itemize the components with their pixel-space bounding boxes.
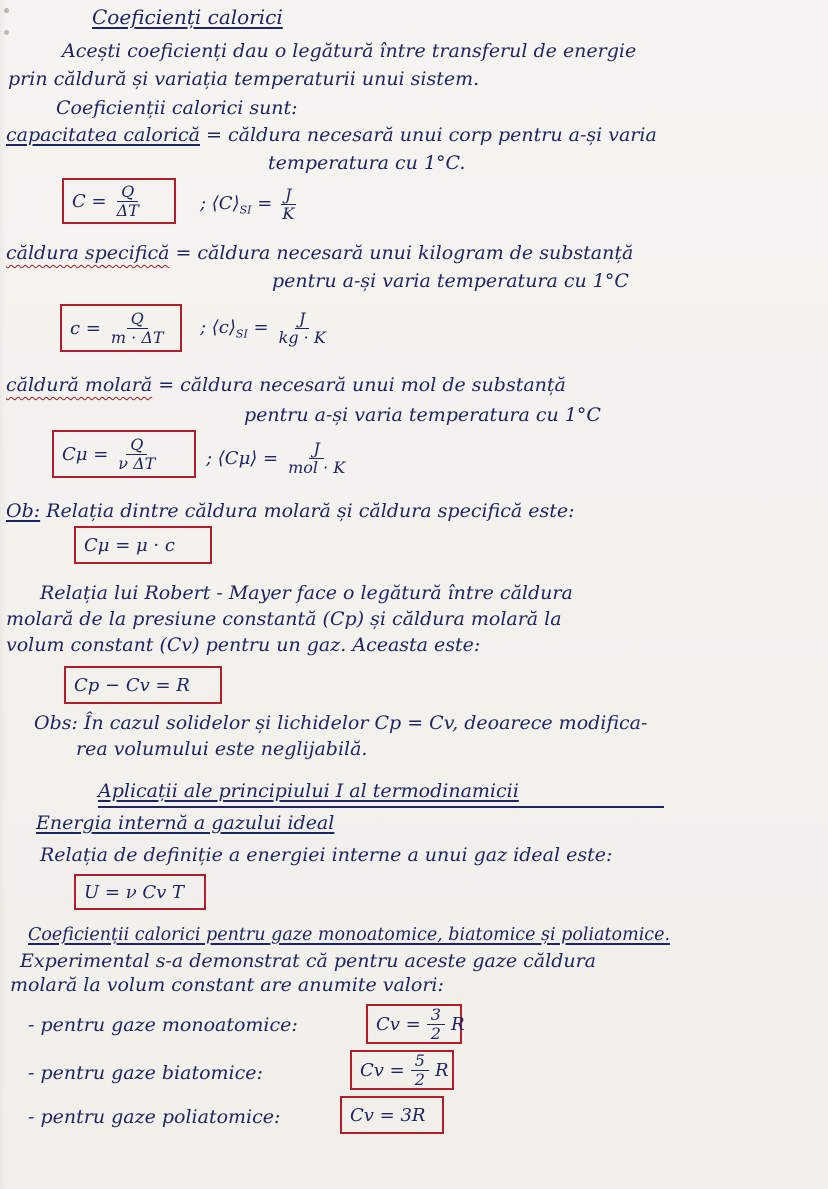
obs-relation-text: Relația dintre căldura molară și căldura specifică este: bbox=[40, 500, 575, 522]
monoatomic-formula-box bbox=[366, 1004, 465, 1044]
molar-formula-box bbox=[52, 430, 196, 478]
monoatomic-den: 2 bbox=[430, 1023, 441, 1043]
specific-term: căldura specifică bbox=[6, 242, 170, 264]
molar-definition bbox=[6, 374, 566, 396]
molar-num: Q bbox=[126, 436, 147, 455]
specific-def-1: = căldura necesară unui kilogram de substanță bbox=[169, 242, 634, 264]
obs-solids-line-1: Obs: În cazul solidelor și lichidelor Cp = Cv, deoarece modifica- bbox=[34, 712, 648, 734]
specific-den: m · ΔT bbox=[110, 327, 164, 347]
internal-energy-definition: Relația de definiție a energiei interne a unui gaz ideal este: bbox=[40, 844, 613, 866]
specific-fraction bbox=[107, 310, 168, 347]
applications-title-rule bbox=[98, 806, 664, 808]
gas-coefficients-title: Coeficienții calorici pentru gaze monoatomice, biatomice și poliatomice. bbox=[28, 925, 671, 945]
diatomic-num: 5 bbox=[411, 1052, 429, 1071]
diatomic-post: R bbox=[434, 1059, 449, 1081]
capacity-num: Q bbox=[117, 183, 138, 202]
specific-unit-eq: = bbox=[247, 316, 269, 338]
specific-unit bbox=[200, 310, 330, 347]
applications-title: Aplicații ale principiului I al termodinamicii bbox=[98, 780, 519, 802]
molar-def-2: pentru a-și varia temperatura cu 1°C bbox=[244, 404, 601, 426]
mayer-line-1: Relația lui Robert - Mayer face o legătură între căldura bbox=[40, 582, 573, 604]
specific-unit-sub: SI bbox=[235, 327, 248, 341]
monoatomic-num: 3 bbox=[427, 1006, 445, 1025]
intro-line-3: Coeficienții calorici sunt: bbox=[56, 97, 298, 119]
molar-specific-formula-box: Cμ = μ · c bbox=[74, 526, 212, 564]
monoatomic-post: R bbox=[450, 1013, 465, 1035]
molar-unit-left: ; ⟨Cμ⟩ = bbox=[206, 448, 279, 469]
specific-definition bbox=[6, 242, 633, 264]
capacity-definition bbox=[6, 124, 657, 146]
intro-line-2: prin căldură și variația temperaturii unui sistem. bbox=[8, 68, 480, 90]
capacity-unit-den: K bbox=[282, 204, 295, 223]
obs-relation bbox=[6, 500, 575, 522]
monoatomic-pre: Cv = bbox=[376, 1013, 421, 1035]
obs-solids-line-2: rea volumului este neglijabilă. bbox=[76, 738, 368, 760]
internal-energy-subtitle: Energia internă a gazului ideal bbox=[36, 812, 335, 834]
specific-unit-left: ; ⟨c⟩ bbox=[200, 316, 236, 338]
capacity-def-2: temperatura cu 1°C. bbox=[268, 152, 466, 174]
obs-prefix: Ob: bbox=[6, 500, 41, 522]
molar-formula-left: Cμ = bbox=[62, 443, 109, 465]
capacity-formula-left: C = bbox=[72, 190, 107, 212]
monoatomic-label: - pentru gaze monoatomice: bbox=[28, 1014, 298, 1036]
specific-formula-box bbox=[60, 304, 182, 352]
molar-fraction bbox=[114, 436, 159, 473]
polyatomic-formula-box: Cv = 3R bbox=[340, 1096, 444, 1134]
mayer-formula-box: Cp − Cv = R bbox=[64, 666, 222, 704]
mayer-line-2: molară de la presiune constantă (Cp) și căldura molară la bbox=[6, 608, 562, 630]
specific-def-2: pentru a-și varia temperatura cu 1°C bbox=[272, 270, 629, 292]
molar-def-1: = căldura necesară unui mol de substanță bbox=[152, 374, 566, 396]
capacity-term: capacitatea calorică bbox=[6, 124, 200, 146]
internal-energy-formula-box: U = ν Cv T bbox=[74, 874, 206, 910]
diatomic-pre: Cv = bbox=[360, 1059, 405, 1081]
page-title: Coeficienți calorici bbox=[92, 5, 283, 29]
capacity-unit bbox=[200, 186, 298, 223]
diatomic-label: - pentru gaze biatomice: bbox=[28, 1062, 263, 1084]
capacity-den: ΔT bbox=[116, 200, 139, 220]
diatomic-den: 2 bbox=[414, 1069, 425, 1089]
capacity-unit-left: ; ⟨C⟩ bbox=[200, 192, 240, 214]
specific-formula-left: c = bbox=[70, 317, 101, 339]
binding-hole bbox=[4, 30, 9, 35]
molar-unit-fraction bbox=[284, 440, 349, 477]
gas-coefficients-line-2: molară la volum constant are anumite valori: bbox=[10, 974, 444, 996]
molar-unit bbox=[206, 440, 349, 477]
diatomic-fraction bbox=[411, 1052, 429, 1089]
capacity-formula-box bbox=[62, 178, 176, 224]
molar-unit-den: mol · K bbox=[288, 458, 346, 477]
intro-line-1: Acești coeficienți dau o legătură între transferul de energie bbox=[62, 40, 637, 62]
molar-den: ν ΔT bbox=[118, 453, 156, 473]
capacity-unit-eq: = bbox=[251, 192, 273, 214]
binding-hole bbox=[4, 8, 9, 13]
capacity-unit-num: J bbox=[281, 186, 295, 205]
diatomic-formula-box bbox=[350, 1050, 454, 1090]
mayer-line-3: volum constant (Cv) pentru un gaz. Aceasta este: bbox=[6, 634, 481, 656]
molar-term: căldură molară bbox=[6, 374, 153, 396]
molar-unit-num: J bbox=[309, 440, 323, 459]
gas-coefficients-line-1: Experimental s-a demonstrat că pentru aceste gaze căldura bbox=[20, 950, 597, 972]
specific-num: Q bbox=[127, 310, 148, 329]
specific-unit-den: kg · K bbox=[278, 328, 326, 347]
capacity-def-1: = căldura necesară unui corp pentru a-și varia bbox=[200, 124, 657, 146]
capacity-unit-fraction bbox=[278, 186, 298, 223]
capacity-unit-sub: SI bbox=[239, 203, 252, 217]
polyatomic-label: - pentru gaze poliatomice: bbox=[28, 1106, 281, 1128]
specific-unit-fraction bbox=[275, 310, 330, 347]
monoatomic-fraction bbox=[427, 1006, 445, 1043]
capacity-fraction bbox=[113, 183, 143, 220]
specific-unit-num: J bbox=[295, 310, 309, 329]
